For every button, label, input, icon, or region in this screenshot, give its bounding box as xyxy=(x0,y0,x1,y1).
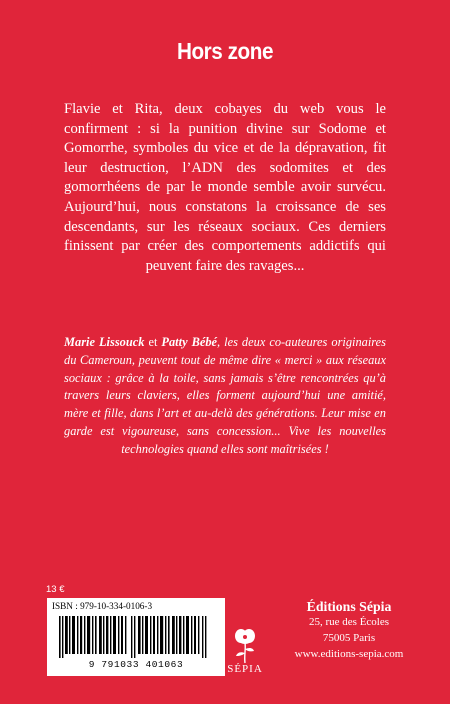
barcode-bars xyxy=(59,616,213,658)
isbn-label: ISBN : 979-10-334-0106-3 xyxy=(52,601,153,611)
logo-text: SÉPIA xyxy=(227,663,263,675)
blurb-text: Flavie et Rita, deux cobayes du web vous le confirment : si la punition divine sur Sodome et Gomorrhe, symboles du vice et de la dépravation, fit leur destruction, l’ADN des sodomites et des gomorrhéens de par le monde semble avoir survécu. Aujourd’hui, nous constatons la croissance de ses descendants, sur les réseaux sociaux. Ces derniers finissent par créer des comportements addictifs qui peuvent faire des ravages... xyxy=(64,101,386,274)
barcode-panel xyxy=(47,598,225,676)
poppy-flower-icon xyxy=(230,627,260,665)
publisher-website: www.editions-sepia.com xyxy=(294,647,404,660)
publisher-address-line1: 25, rue des Écoles xyxy=(308,616,390,628)
publisher-name: Éditions Sépia xyxy=(306,599,392,614)
price-label: 13 € xyxy=(46,584,65,595)
author-name-1: Marie Lissouck xyxy=(64,335,145,349)
publisher-info xyxy=(282,598,416,662)
authors-bio xyxy=(64,334,386,459)
book-blurb xyxy=(64,100,386,276)
authors-paragraph xyxy=(64,334,386,459)
authors-bio-text: , les deux co-auteures originaires du Cameroun, peuvent tout de même dire « merci » aux réseaux sociaux : grâce à la toile, sans jamais s’être rencontrées qu’à travers leurs claviers, elles forment aujourd’hui une amitié, mère et fille, dans l’art et au-delà des générations. Leur mise en garde est vigoureuse, sans concession... Vive les nouvelles technologies quand elles sont maîtrisées ! xyxy=(64,335,386,456)
series-title: Hors zone xyxy=(176,38,274,64)
author-name-2: Patty Bébé xyxy=(161,335,218,349)
barcode-digits: 9 791033 401063 xyxy=(88,659,184,670)
publisher-address-line2: 75005 Paris xyxy=(322,631,376,644)
publisher-logo xyxy=(220,627,270,683)
author-conjunction: et xyxy=(148,335,158,349)
